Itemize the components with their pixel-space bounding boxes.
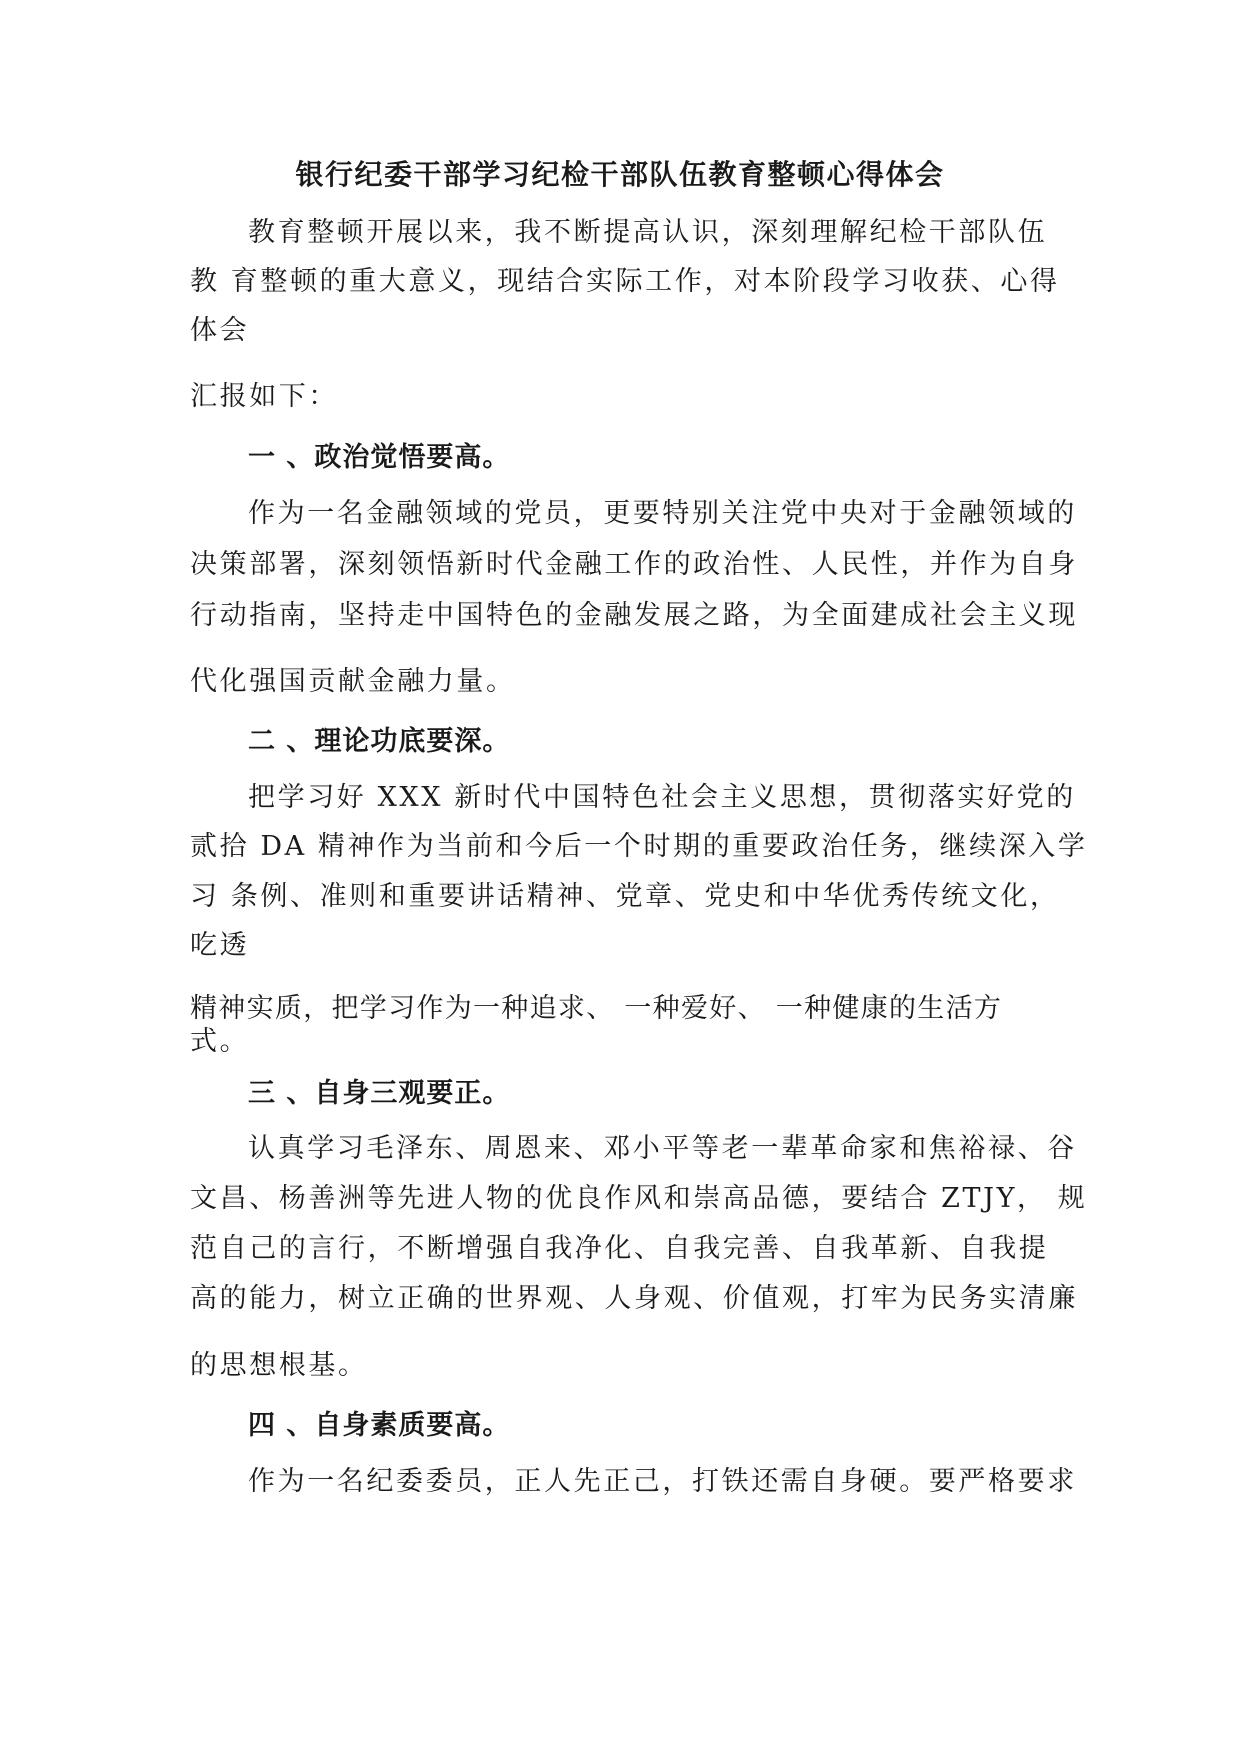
paragraph-line: 高的能力，树立正确的世界观、人身观、价值观，打牢为民务实清廉: [190, 1283, 1078, 1314]
section-heading: 三 、自身三观要正。: [248, 1078, 511, 1109]
paragraph-line: 的思想根基。: [190, 1350, 368, 1381]
paragraph-line: 文昌、杨善洲等先进人物的优良作风和崇高品德，要结合 ZTJY， 规: [190, 1183, 1088, 1214]
intro-line: 汇报如下：: [190, 381, 338, 412]
paragraph-line: 决策部署，深刻领悟新时代金融工作的政治性、人民性，并作为自身: [190, 549, 1078, 580]
section-heading: 四 、自身素质要高。: [248, 1410, 511, 1441]
paragraph-line: 作为一名纪委委员，正人先正己，打铁还需自身硬。要严格要求: [248, 1466, 1077, 1497]
section-heading: 一 、政治觉悟要高。: [248, 442, 511, 473]
intro-line: 体会: [190, 315, 250, 346]
section-heading: 二 、理论功底要深。: [248, 726, 511, 757]
paragraph-line: 范自己的言行，不断增强自我净化、自我完善、自我革新、自我提: [190, 1233, 1049, 1264]
paragraph-line: 认真学习毛泽东、周恩来、邓小平等老一辈革命家和焦裕禄、谷: [248, 1133, 1077, 1164]
document-title: 银行纪委干部学习纪检干部队伍教育整顿心得体会: [295, 158, 945, 191]
paragraph-line: 行动指南，坚持走中国特色的金融发展之路，为全面建成社会主义现: [190, 600, 1078, 631]
paragraph-line: 代化强国贡献金融力量。: [190, 666, 516, 697]
paragraph-line: 吃透: [190, 930, 250, 961]
paragraph-line: 贰拾 DA 精神作为当前和今后一个时期的重要政治任务，继续深入学: [190, 831, 1088, 862]
paragraph-line: 式。: [190, 1026, 250, 1057]
paragraph-line: 作为一名金融领域的党员，更要特别关注党中央对于金融领域的: [248, 498, 1077, 529]
intro-line: 教 育整顿的重大意义，现结合实际工作，对本阶段学习收获、心得: [190, 266, 1060, 297]
paragraph-line: 精神实质，把学习作为一种追求、 一种爱好、 一种健康的生活方: [190, 993, 1003, 1024]
intro-line: 教育整顿开展以来，我不断提高认识，深刻理解纪检干部队伍: [248, 217, 1048, 248]
paragraph-line: 把学习好 XXX 新时代中国特色社会主义思想，贯彻落实好党的: [248, 782, 1076, 813]
paragraph-line: 习 条例、准则和重要讲话精神、党章、党史和中华优秀传统文化，: [190, 881, 1060, 912]
